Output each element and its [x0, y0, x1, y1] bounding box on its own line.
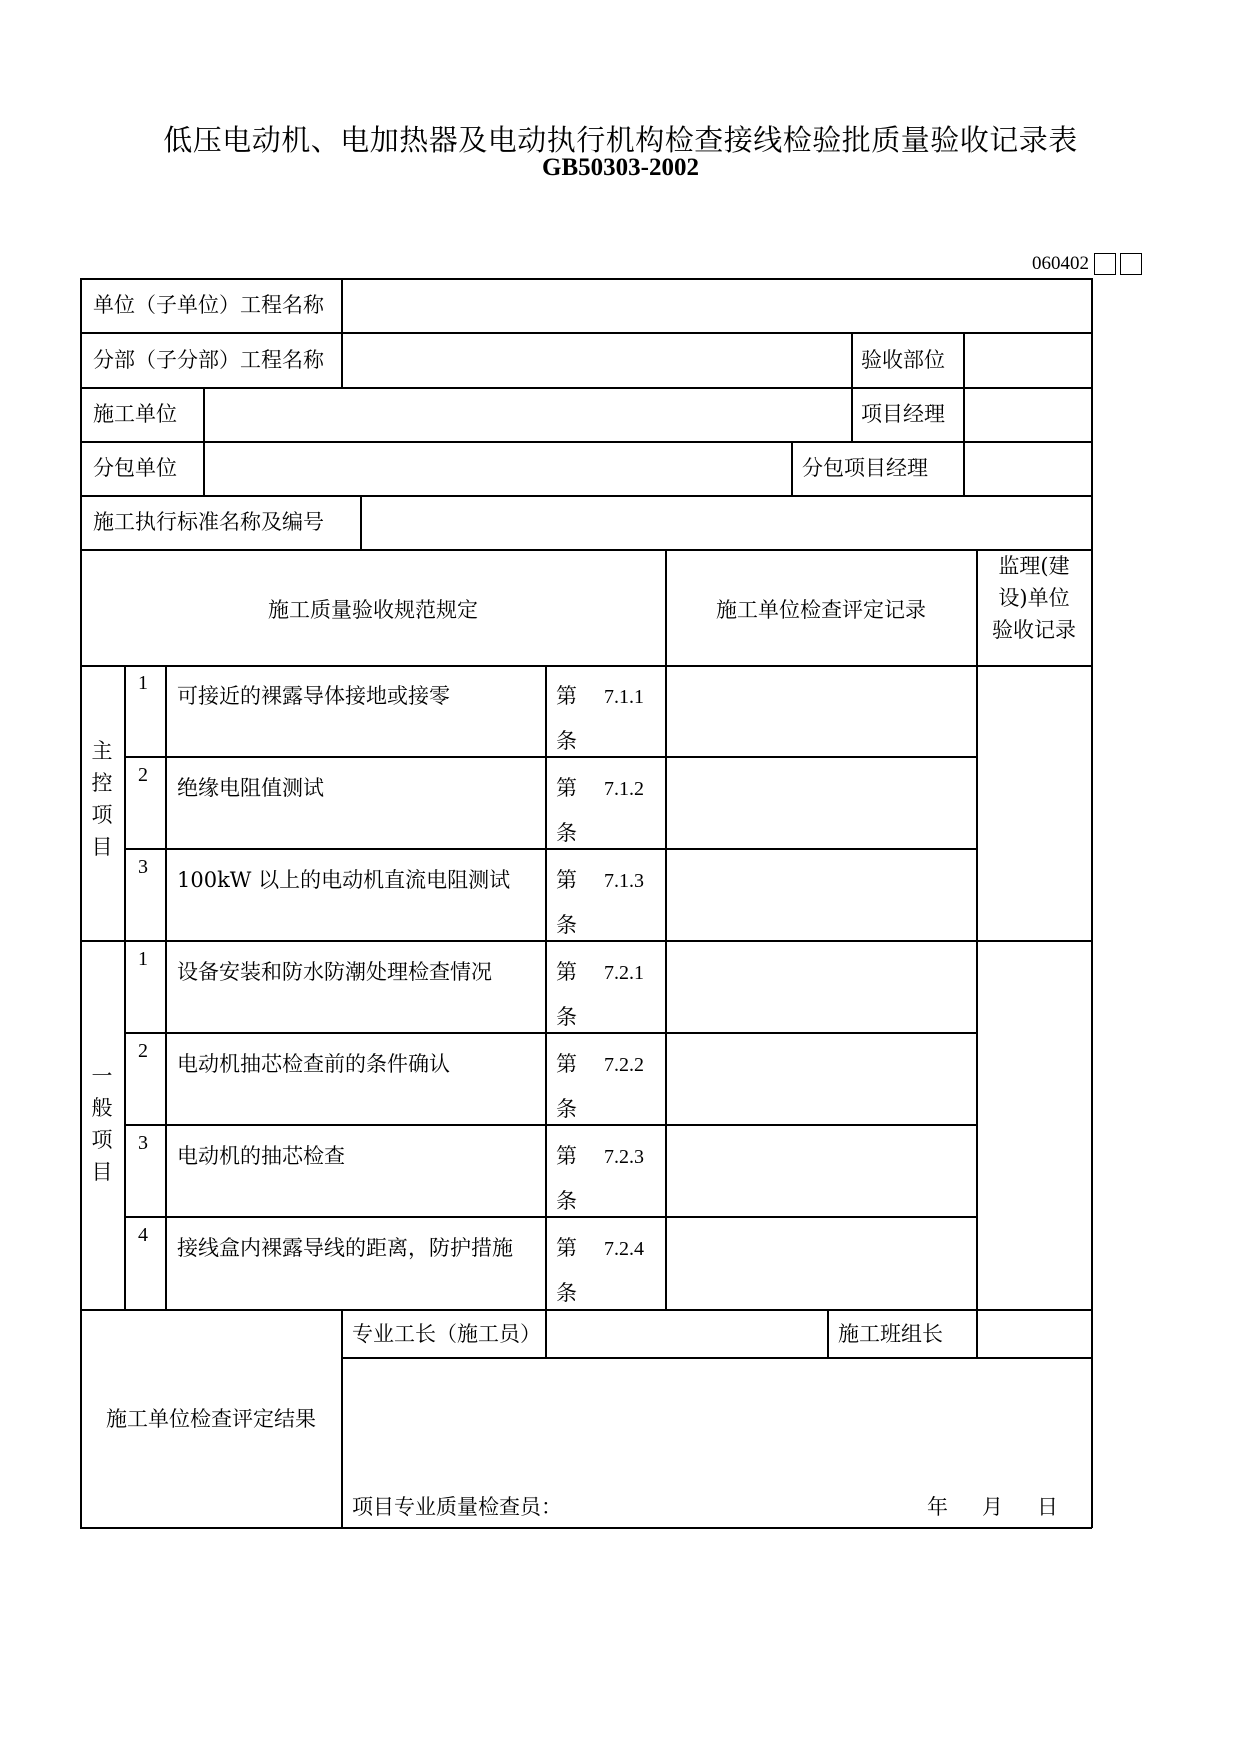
code-box-1[interactable]	[1094, 253, 1116, 275]
date-day-label: 日	[1037, 1495, 1058, 1519]
clause-prefix: 第	[556, 868, 577, 892]
check-record-cell[interactable]	[667, 942, 975, 1031]
clause-number: 7.2.3	[604, 1146, 644, 1168]
item-text: 电动机的抽芯检查	[177, 1144, 345, 1168]
col-spec-header: 施工质量验收规范规定	[268, 598, 478, 622]
inspector-label: 项目专业质量检查员：	[352, 1495, 562, 1519]
clause-prefix: 第	[556, 776, 577, 800]
item-text: 电动机抽芯检查前的条件确认	[177, 1052, 450, 1076]
sub-project-field[interactable]	[343, 334, 850, 386]
clause-suffix: 条	[556, 1005, 577, 1029]
check-record-cell[interactable]	[667, 1034, 975, 1123]
clause-suffix: 条	[556, 729, 577, 753]
form-code: 060402	[1032, 253, 1089, 274]
team-leader-field[interactable]	[978, 1311, 1090, 1356]
item-number: 2	[138, 1040, 148, 1062]
code-box-2[interactable]	[1120, 253, 1142, 275]
check-record-cell[interactable]	[667, 667, 975, 755]
project-manager-label: 项目经理	[861, 402, 945, 426]
col-supervision-line-1: 监理(建	[998, 554, 1070, 578]
col-supervision-line-3: 验收记录	[992, 618, 1076, 642]
acceptance-part-label: 验收部位	[861, 348, 945, 372]
acceptance-part-field[interactable]	[965, 334, 1090, 386]
col-supervision-line-2: 设)单位	[998, 586, 1070, 610]
subcontract-unit-label: 分包单位	[93, 456, 177, 480]
clause-number: 7.2.1	[604, 962, 644, 984]
clause-prefix: 第	[556, 1236, 577, 1260]
general-group-label: 一 般 项 目	[91, 1064, 113, 1184]
item-number: 3	[138, 1132, 148, 1154]
general-supervision-cell[interactable]	[978, 942, 1090, 1308]
main-control-group-label: 主 控 项 目	[91, 739, 113, 859]
item-number: 1	[138, 672, 148, 694]
clause-suffix: 条	[556, 1097, 577, 1121]
item-number: 2	[138, 764, 148, 786]
clause-number: 7.1.1	[604, 686, 644, 708]
check-record-cell[interactable]	[667, 850, 975, 939]
subcontract-manager-field[interactable]	[965, 443, 1090, 494]
standard-label: 施工执行标准名称及编号	[93, 510, 324, 534]
date-month-label: 月	[982, 1495, 1003, 1519]
clause-suffix: 条	[556, 913, 577, 937]
clause-suffix: 条	[556, 821, 577, 845]
clause-prefix: 第	[556, 684, 577, 708]
item-text: 设备安装和防水防潮处理检查情况	[177, 960, 492, 984]
item-text: 100kW 以上的电动机直流电阻测试	[177, 868, 511, 892]
item-number: 1	[138, 948, 148, 970]
foreman-field[interactable]	[547, 1311, 826, 1356]
item-text: 接线盒内裸露导线的距离，防护措施	[177, 1236, 513, 1260]
unit-project-field[interactable]	[343, 280, 1090, 331]
standard-field[interactable]	[362, 497, 1090, 548]
construction-unit-label: 施工单位	[93, 402, 177, 426]
standard-code: GB50303-2002	[542, 154, 699, 181]
unit-project-label: 单位（子单位）工程名称	[93, 293, 324, 317]
clause-number: 7.1.3	[604, 870, 644, 892]
team-leader-label: 施工班组长	[838, 1322, 943, 1346]
clause-prefix: 第	[556, 1144, 577, 1168]
sub-project-label: 分部（子分部）工程名称	[93, 348, 324, 372]
clause-number: 7.1.2	[604, 778, 644, 800]
col-check-record-header: 施工单位检查评定记录	[716, 598, 926, 622]
clause-number: 7.2.4	[604, 1238, 644, 1260]
form-title: 低压电动机、电加热器及电动执行机构检查接线检验批质量验收记录表	[163, 123, 1078, 157]
construction-unit-field[interactable]	[205, 389, 850, 440]
item-text: 可接近的裸露导体接地或接零	[177, 684, 450, 708]
clause-prefix: 第	[556, 1052, 577, 1076]
date-year-label: 年	[927, 1495, 948, 1519]
result-field[interactable]	[343, 1359, 1090, 1489]
clause-number: 7.2.2	[604, 1054, 644, 1076]
subcontract-manager-label: 分包项目经理	[802, 456, 928, 480]
item-text: 绝缘电阻值测试	[177, 776, 324, 800]
check-record-cell[interactable]	[667, 758, 975, 847]
check-record-cell[interactable]	[667, 1218, 975, 1308]
clause-prefix: 第	[556, 960, 577, 984]
main-control-supervision-cell[interactable]	[978, 667, 1090, 939]
project-manager-field[interactable]	[965, 389, 1090, 440]
clause-suffix: 条	[556, 1189, 577, 1213]
foreman-label: 专业工长（施工员）	[352, 1322, 541, 1346]
item-number: 4	[138, 1224, 148, 1246]
check-record-cell[interactable]	[667, 1126, 975, 1215]
item-number: 3	[138, 856, 148, 878]
result-label: 施工单位检查评定结果	[106, 1407, 316, 1431]
clause-suffix: 条	[556, 1281, 577, 1305]
subcontract-unit-field[interactable]	[205, 443, 790, 494]
